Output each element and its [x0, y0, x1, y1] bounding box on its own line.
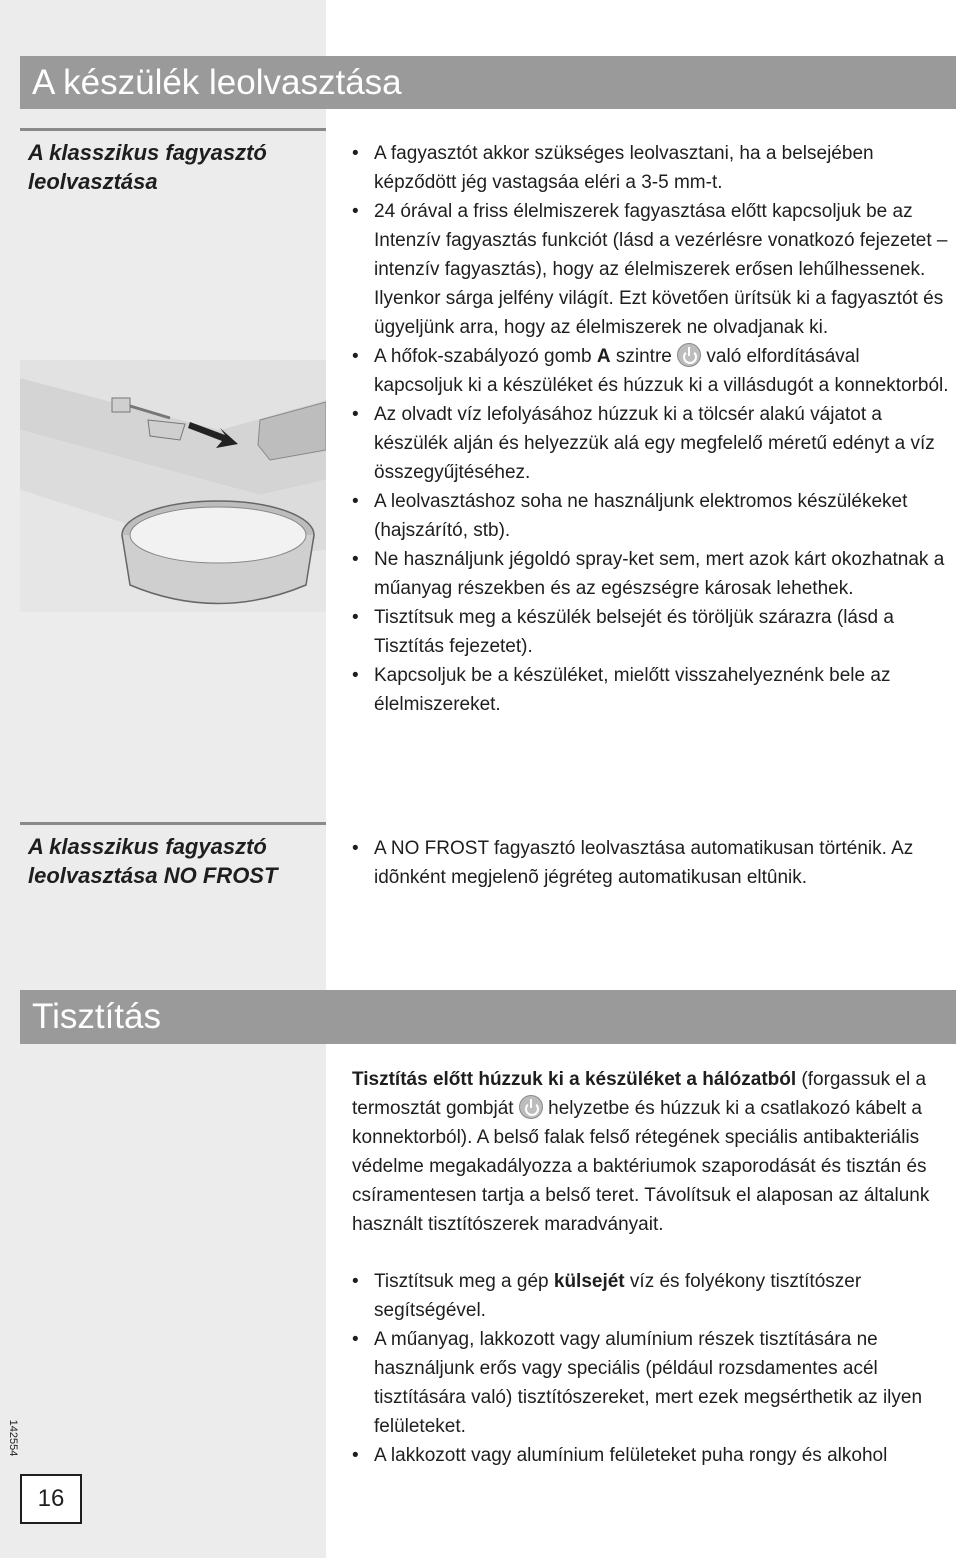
sidebar-background — [0, 0, 326, 1558]
defrost-drain-illustration — [20, 360, 326, 612]
defrost-bullet-list — [350, 139, 950, 719]
power-off-icon — [519, 1095, 543, 1119]
list-item: • A lakkozott vagy alumínium felületeket puha rongy és alkohol — [350, 1441, 950, 1470]
page-number: 16 — [20, 1474, 82, 1524]
list-item: • A fagyasztót akkor szükséges leolvasztani, ha a belsejében képződött jég vastagsáa eléri a 3-5 mm-t. — [350, 139, 950, 197]
item-text: Tisztítsuk meg a gép — [374, 1271, 554, 1292]
heading-line: A klasszikus fagyasztó — [28, 140, 267, 165]
item-text: való elfordításával kapcsoljuk ki a készüléket és húzzuk ki a villásdugót a konnektorból. — [374, 346, 949, 396]
list-item: • A műanyag, lakkozott vagy alumínium részek tisztítására ne használjunk erős vagy speciális (például rozsdamentes acél tisztítására való) tisztítószereket, mert ezek megsérthetik az ilyen felületeket. — [350, 1325, 950, 1441]
list-item — [350, 342, 950, 400]
document-code: 142554 — [7, 1419, 19, 1457]
list-item: • 24 órával a friss élelmiszerek fagyasztása előtt kapcsoljuk be az Intenzív fagyasztás funkciót (lásd a vezérlésre vonatkozó fejezetet – intenzív fagyasztás), hogy az élelmiszerek erősen lehűlhessenek. Ilyenkor sárga jelfény világít. Ezt követően ürítsük ki a fagyasztót és ügyeljünk arra, hogy az élelmiszerek ne olvadjanak ki. — [350, 197, 950, 342]
section-title-defrost: A készülék leolvasztása — [20, 56, 956, 109]
item-bold: külsejét — [553, 1271, 625, 1292]
cleaning-bullet-list — [350, 1267, 950, 1470]
cleaning-intro-paragraph — [352, 1065, 950, 1239]
power-off-icon — [677, 343, 701, 367]
heading-line: leolvasztása — [28, 169, 158, 194]
intro-text: helyzetbe és húzzuk ki a csatlakozó kábelt a konnektorból). A belső falak felső rétegének speciális antibakteriális védelme megakadályozza a baktériumok szaporodását és tisztán és csíramentesen tartja a belső teret. Távolítsuk el alaposan az általunk használt tisztítószerek maradványait. — [352, 1098, 930, 1235]
item-text: víz és folyékony tisztítószer segítségével. — [374, 1271, 862, 1321]
subsection-heading-classic-freezer — [28, 138, 318, 196]
subsection-heading-no-frost — [28, 832, 318, 890]
list-item: • Kapcsoljuk be a készüléket, mielőtt visszahelyeznénk bele az élelmiszereket. — [350, 661, 950, 719]
item-bold: A — [596, 346, 611, 367]
item-text: A hőfok-szabályozó gomb — [374, 346, 597, 367]
subsection-rule — [20, 822, 326, 825]
list-item: • Ne használjunk jégoldó spray-ket sem, mert azok kárt okozhatnak a műanyag részekben és az egészségre károsak lehethek. — [350, 545, 950, 603]
no-frost-bullet-list — [350, 834, 950, 892]
list-item: • A leolvasztáshoz soha ne használjunk elektromos készülékeket (hajszárító, stb). — [350, 487, 950, 545]
list-item: • Tisztítsuk meg a készülék belsejét és töröljük szárazra (lásd a Tisztítás fejezetet). — [350, 603, 950, 661]
list-item — [350, 1267, 950, 1325]
list-item: • A NO FROST fagyasztó leolvasztása automatikusan történik. Az idõnként megjelenõ jégréteg automatikusan eltûnik. — [350, 834, 950, 892]
intro-text: (forgassuk el a termosztát gombját — [352, 1069, 927, 1119]
subsection-rule — [20, 128, 326, 131]
item-text: szintre — [610, 346, 678, 367]
heading-line: leolvasztása NO FROST — [28, 863, 278, 888]
list-item: • Az olvadt víz lefolyásához húzzuk ki a tölcsér alakú vájatot a készülék alján és helyezzük alá egy megfelelő méretű edényt a víz összegyűjtéséhez. — [350, 400, 950, 487]
intro-bold: Tisztítás előtt húzzuk ki a készüléket a hálózatból — [352, 1069, 797, 1090]
section-title-cleaning: Tisztítás — [20, 990, 956, 1044]
heading-line: A klasszikus fagyasztó — [28, 834, 267, 859]
